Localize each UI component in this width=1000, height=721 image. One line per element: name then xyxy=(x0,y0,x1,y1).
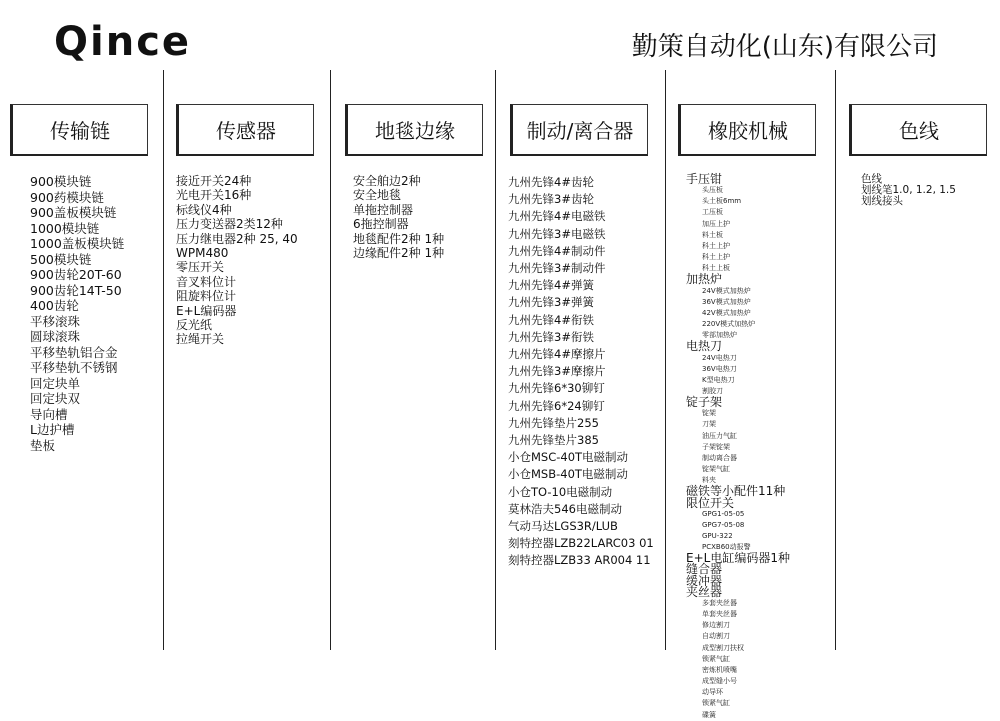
item-list xyxy=(30,174,148,453)
list-item: 划线笔1.0, 1.2, 1.5 xyxy=(861,184,956,196)
item-list xyxy=(861,174,987,207)
list-item: 九州先锋3#摩擦片 xyxy=(508,364,606,379)
list-item: 手压钳 xyxy=(686,172,723,186)
list-item: 九州先锋3#衔铁 xyxy=(508,329,594,344)
list-item: 音叉料位计 xyxy=(176,274,237,289)
list-item: 拉绳开关 xyxy=(176,332,225,347)
item-list xyxy=(353,174,483,260)
column-rubber-machinery xyxy=(678,104,816,721)
list-item: 缝合器 xyxy=(686,562,723,577)
list-item: 小仓MSB-40T电磁制动 xyxy=(508,467,628,482)
column-title-brake-clutch: 制动/离合器 xyxy=(510,104,648,156)
column-brake-clutch xyxy=(508,104,654,570)
list-item: 单套夹丝器 xyxy=(702,610,737,619)
list-item: K型电热刀 xyxy=(702,375,735,384)
company-logo: Qince xyxy=(54,19,192,65)
list-item: 电热刀 xyxy=(686,339,723,354)
list-item: 900齿轮20T-60 xyxy=(30,267,122,282)
list-item: 工压板 xyxy=(702,208,723,217)
column-carpet-edge xyxy=(345,104,483,260)
list-item: 小仓MSC-40T电磁制动 xyxy=(508,450,629,465)
list-item: 安全地毯 xyxy=(353,188,402,203)
list-item: 24V模式加热炉 xyxy=(702,286,751,295)
list-item: 220V模式加热炉 xyxy=(702,320,756,329)
list-item: 安全舶边2种 xyxy=(353,174,421,188)
list-item: 压力继电器2种 25, 40 xyxy=(176,231,298,246)
list-item: 夹丝器 xyxy=(686,584,723,599)
list-item: 回定块单 xyxy=(30,375,81,391)
list-item: 反光纸 xyxy=(176,318,213,333)
list-item: 24V电热刀 xyxy=(702,353,737,362)
list-item: GPG1-05-05 xyxy=(702,509,745,518)
list-item: 气动马达LGS3R/LUB xyxy=(508,519,618,534)
list-item: 加热炉 xyxy=(686,272,723,287)
list-item: 单拖控制器 xyxy=(353,202,414,217)
list-item: 缓冲器 xyxy=(686,573,723,588)
list-item: 锭子架 xyxy=(686,395,723,410)
item-list xyxy=(686,174,816,721)
list-item: PCXB60动报警 xyxy=(702,543,751,552)
list-item: 1000盖板模块链 xyxy=(30,236,125,251)
column-color-line xyxy=(849,104,987,207)
list-item: 400齿轮 xyxy=(30,298,79,313)
column-divider xyxy=(330,70,331,650)
list-item: 料土板 xyxy=(702,230,723,239)
list-item: 36V模式加热炉 xyxy=(702,297,751,306)
list-item: 平移垫轨不锈钢 xyxy=(30,360,118,375)
list-item: 光电开关16种 xyxy=(176,188,252,203)
list-item: 色线 xyxy=(861,173,882,185)
list-item: 九州先锋垫片255 xyxy=(508,415,599,430)
list-item: 900齿轮14T-50 xyxy=(30,282,122,298)
list-item: 圆球滚珠 xyxy=(30,329,81,344)
column-sensors xyxy=(176,104,314,347)
list-item: 900药模块链 xyxy=(30,189,104,205)
list-item: 小仓TO-10电磁制动 xyxy=(508,484,613,499)
list-item: 割胶刀 xyxy=(702,386,723,395)
list-item: 头压板 xyxy=(702,186,723,195)
list-item: 锭架气缸 xyxy=(702,465,730,474)
list-item: WPM480 xyxy=(176,246,229,261)
list-item: 头土板6mm xyxy=(702,197,742,206)
list-item: 平移垫轨铝合金 xyxy=(30,344,118,360)
item-list xyxy=(176,174,314,347)
list-item: 九州先锋4#电磁铁 xyxy=(508,209,606,224)
list-item: L边护槽 xyxy=(30,422,75,437)
column-title-color-line: 色线 xyxy=(849,104,987,156)
list-item: 料夹 xyxy=(702,476,716,485)
list-item: 修边割刀 xyxy=(702,621,730,630)
list-item: 1000模块链 xyxy=(30,220,100,236)
list-item: 垫板 xyxy=(30,437,56,453)
list-item: 九州先锋3#齿轮 xyxy=(508,192,594,207)
column-title-rubber-machinery: 橡胶机械 xyxy=(678,104,816,156)
list-item: 多套夹丝器 xyxy=(702,598,737,607)
list-item: GPG7-05-08 xyxy=(702,520,745,529)
list-item: 九州先锋4#摩擦片 xyxy=(508,347,606,362)
item-list xyxy=(508,174,654,570)
list-item: 九州先锋4#衔铁 xyxy=(508,312,594,327)
list-item: 碟簧 xyxy=(702,710,716,719)
list-item: 科土上护 xyxy=(702,253,730,262)
list-item: 刀架 xyxy=(702,420,716,429)
list-item: 科土上板 xyxy=(702,264,730,273)
list-item: 标线仪4种 xyxy=(176,202,232,217)
list-item: 锁紧气缸 xyxy=(702,699,730,708)
list-item: 900盖板模块链 xyxy=(30,205,117,220)
list-item: 制动离合器 xyxy=(702,453,737,462)
list-item: 刻特控器LZB22LARC03 01 xyxy=(508,536,654,551)
list-item: 6拖控制器 xyxy=(353,217,409,232)
list-item: 子架锭架 xyxy=(702,442,730,451)
list-item: 阻旋料位计 xyxy=(176,289,237,304)
list-item: 科土上护 xyxy=(702,241,730,250)
column-title-sensors: 传感器 xyxy=(176,104,314,156)
list-item: 九州先锋3#制动件 xyxy=(508,261,606,276)
list-item: 成型割刀扶权 xyxy=(702,643,744,652)
list-item: 导向槽 xyxy=(30,406,68,422)
list-item: 九州先锋6*24铆钉 xyxy=(508,398,605,413)
list-item: 900模块链 xyxy=(30,174,92,189)
list-item: 九州先锋3#电磁铁 xyxy=(508,226,606,241)
column-divider xyxy=(835,70,836,650)
list-item: 油压力气缸 xyxy=(702,431,737,440)
list-item: 回定块双 xyxy=(30,391,81,406)
list-item: E+L电缸编码器1种 xyxy=(686,551,790,566)
list-item: 36V电热刀 xyxy=(702,364,737,373)
list-item: 自动割刀 xyxy=(702,632,730,641)
list-item: 零压开关 xyxy=(176,260,225,275)
list-item: 密炼机喷嘴 xyxy=(702,665,737,674)
list-item: 500模块链 xyxy=(30,251,92,267)
list-item: 压力变送器2类12种 xyxy=(176,217,283,232)
list-item: 九州先锋6*30铆钉 xyxy=(508,381,605,396)
list-item: 加压上护 xyxy=(702,219,730,228)
list-item: 动导环 xyxy=(702,688,723,697)
list-item: 九州先锋4#齿轮 xyxy=(508,175,594,189)
list-item: 锁紧气缸 xyxy=(702,654,730,663)
list-item: 锭架 xyxy=(702,409,716,418)
column-divider xyxy=(163,70,164,650)
company-name: 勤策自动化(山东)有限公司 xyxy=(631,32,938,62)
list-item: 零部加热炉 xyxy=(702,331,737,340)
list-item: 划线接头 xyxy=(861,195,903,207)
column-title-conveyor-chain: 传输链 xyxy=(10,104,148,156)
list-item: 刻特控器LZB33 AR004 11 xyxy=(508,553,651,568)
list-item: 地毯配件2种 1种 xyxy=(353,231,445,246)
list-item: 42V模式加热炉 xyxy=(702,308,751,317)
column-divider xyxy=(495,70,496,650)
list-item: 平移滚珠 xyxy=(30,313,81,329)
list-item: 九州先锋垫片385 xyxy=(508,433,599,448)
list-item: 限位开关 xyxy=(686,495,735,510)
list-item: 莫林浩夫546电磁制动 xyxy=(508,501,622,516)
column-conveyor-chain xyxy=(10,104,148,453)
list-item: 九州先锋3#弹簧 xyxy=(508,295,594,310)
list-item: 九州先锋4#弹簧 xyxy=(508,278,594,293)
list-item: 边缘配件2种 1种 xyxy=(353,246,445,261)
column-divider xyxy=(665,70,666,650)
list-item: GPU-322 xyxy=(702,532,733,540)
list-item: 磁铁等小配件11种 xyxy=(686,484,786,499)
list-item: 九州先锋4#制动件 xyxy=(508,243,606,258)
list-item: 成型缝小号 xyxy=(702,677,737,686)
list-item: 接近开关24种 xyxy=(176,174,252,188)
column-title-carpet-edge: 地毯边缘 xyxy=(345,104,483,156)
list-item: E+L编码器 xyxy=(176,303,237,318)
